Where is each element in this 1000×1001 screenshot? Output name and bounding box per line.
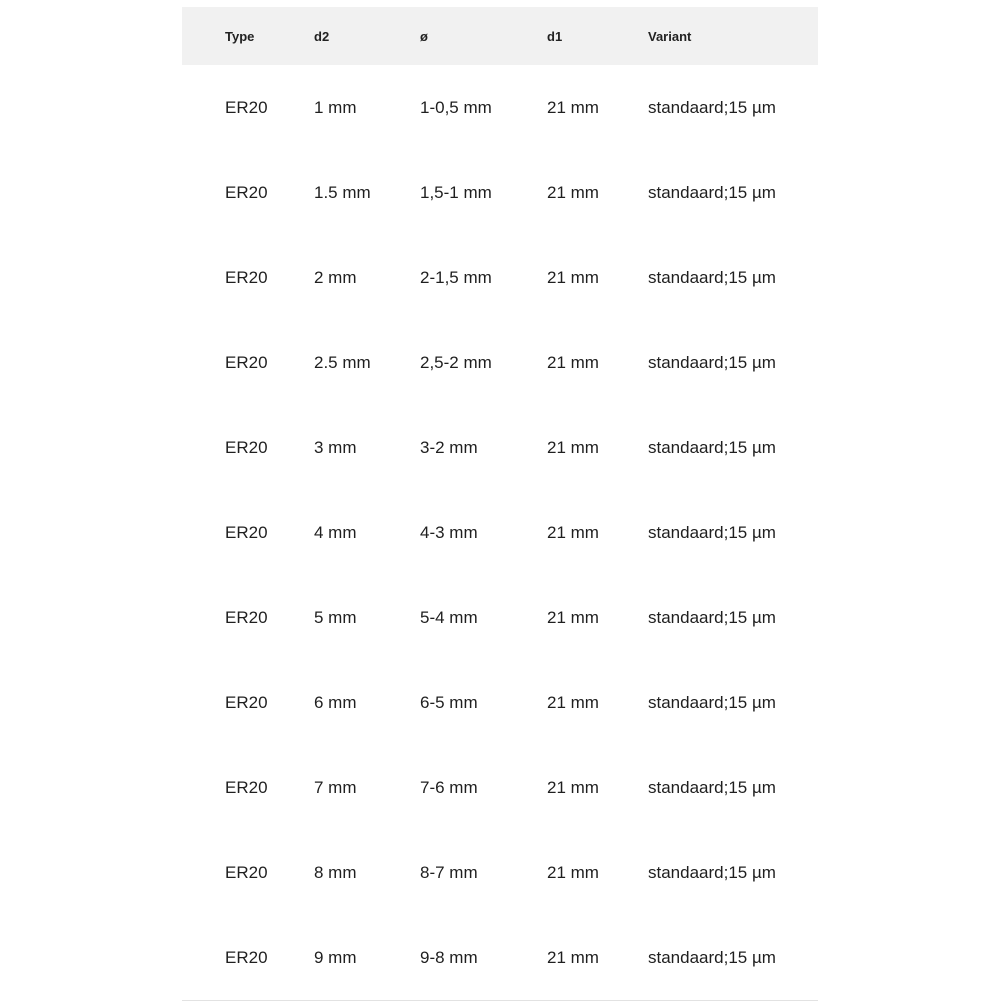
cell-d2: 2 mm <box>314 267 357 287</box>
cell-diameter: 9-8 mm <box>420 947 478 967</box>
table-row <box>182 235 818 320</box>
table-header-row <box>182 7 818 65</box>
cell-d1: 21 mm <box>547 607 599 627</box>
cell-diameter: 2,5-2 mm <box>420 352 492 372</box>
cell-type: ER20 <box>225 352 268 372</box>
cell-d1: 21 mm <box>547 692 599 712</box>
cell-variant: standaard;15 µm <box>648 352 776 372</box>
cell-d1: 21 mm <box>547 777 599 797</box>
cell-type: ER20 <box>225 522 268 542</box>
cell-d2: 2.5 mm <box>314 352 371 372</box>
cell-diameter: 1-0,5 mm <box>420 97 492 117</box>
cell-type: ER20 <box>225 97 268 117</box>
cell-d1: 21 mm <box>547 267 599 287</box>
cell-type: ER20 <box>225 862 268 882</box>
cell-diameter: 2-1,5 mm <box>420 267 492 287</box>
cell-diameter: 7-6 mm <box>420 777 478 797</box>
cell-d1: 21 mm <box>547 947 599 967</box>
cell-diameter: 5-4 mm <box>420 607 478 627</box>
column-header-d1: d1 <box>547 28 563 44</box>
cell-d1: 21 mm <box>547 352 599 372</box>
cell-diameter: 3-2 mm <box>420 437 478 457</box>
table-row <box>182 575 818 660</box>
cell-d1: 21 mm <box>547 862 599 882</box>
table-row <box>182 150 818 235</box>
table-row <box>182 660 818 745</box>
table-body <box>182 65 818 1000</box>
column-header-type: Type <box>225 28 255 44</box>
cell-d2: 1.5 mm <box>314 182 371 202</box>
table-row <box>182 405 818 490</box>
cell-variant: standaard;15 µm <box>648 947 776 967</box>
cell-variant: standaard;15 µm <box>648 97 776 117</box>
cell-type: ER20 <box>225 437 268 457</box>
cell-d1: 21 mm <box>547 522 599 542</box>
cell-type: ER20 <box>225 692 268 712</box>
cell-diameter: 8-7 mm <box>420 862 478 882</box>
cell-diameter: 6-5 mm <box>420 692 478 712</box>
cell-type: ER20 <box>225 947 268 967</box>
cell-diameter: 4-3 mm <box>420 522 478 542</box>
table-row <box>182 915 818 1000</box>
cell-d1: 21 mm <box>547 437 599 457</box>
cell-d2: 7 mm <box>314 777 357 797</box>
cell-d2: 1 mm <box>314 97 357 117</box>
cell-d1: 21 mm <box>547 97 599 117</box>
cell-variant: standaard;15 µm <box>648 267 776 287</box>
table-row <box>182 745 818 830</box>
column-header-variant: Variant <box>648 28 692 44</box>
table-row <box>182 65 818 150</box>
column-header-diameter: ø <box>420 28 428 44</box>
table-row <box>182 320 818 405</box>
cell-d2: 5 mm <box>314 607 357 627</box>
column-header-d2: d2 <box>314 28 330 44</box>
cell-d2: 3 mm <box>314 437 357 457</box>
cell-type: ER20 <box>225 777 268 797</box>
cell-d2: 6 mm <box>314 692 357 712</box>
cell-variant: standaard;15 µm <box>648 437 776 457</box>
cell-d1: 21 mm <box>547 182 599 202</box>
cell-type: ER20 <box>225 607 268 627</box>
spec-table <box>182 7 818 1001</box>
cell-variant: standaard;15 µm <box>648 182 776 202</box>
cell-type: ER20 <box>225 267 268 287</box>
cell-variant: standaard;15 µm <box>648 862 776 882</box>
cell-d2: 4 mm <box>314 522 357 542</box>
cell-diameter: 1,5-1 mm <box>420 182 492 202</box>
cell-d2: 8 mm <box>314 862 357 882</box>
cell-variant: standaard;15 µm <box>648 607 776 627</box>
cell-variant: standaard;15 µm <box>648 522 776 542</box>
cell-variant: standaard;15 µm <box>648 777 776 797</box>
table-row <box>182 490 818 575</box>
table-row <box>182 830 818 915</box>
cell-type: ER20 <box>225 182 268 202</box>
cell-d2: 9 mm <box>314 947 357 967</box>
cell-variant: standaard;15 µm <box>648 692 776 712</box>
